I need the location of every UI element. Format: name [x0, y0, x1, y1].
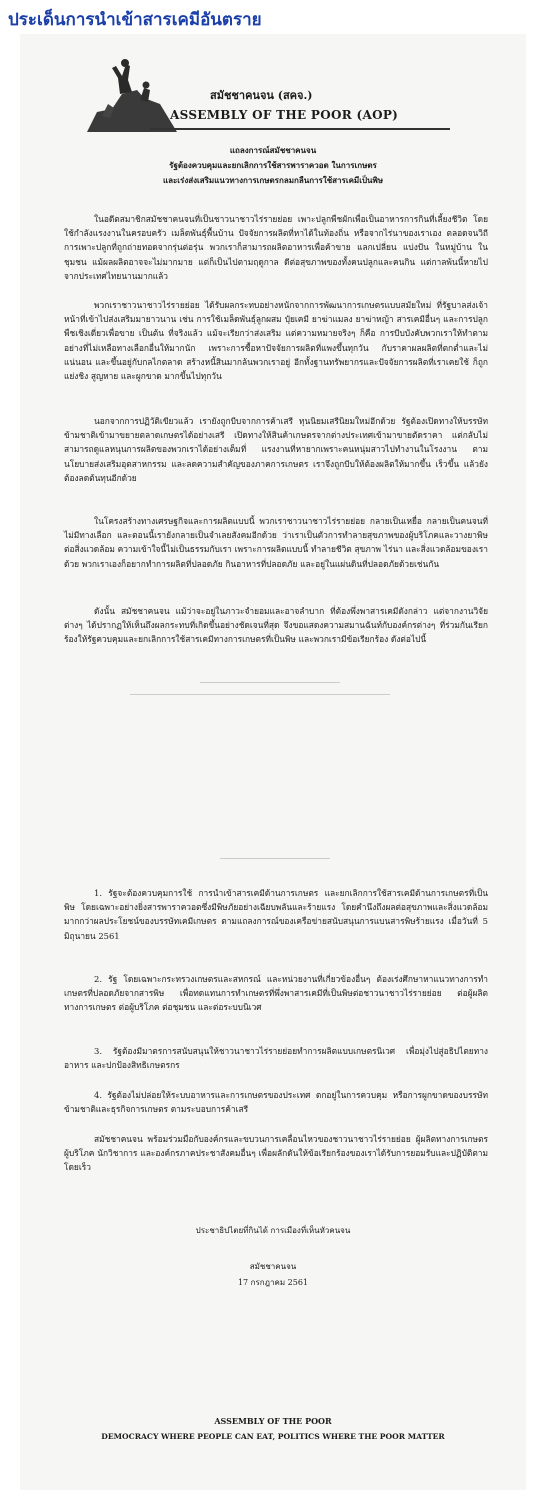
document-page-1 — [20, 34, 526, 754]
statement-paragraph-4: ในโครงสร้างทางเศรษฐกิจและการผลิตแบบนี้ พวกเราชาวนาชาวไร่รายย่อย กลายเป็นเหยื่อ กลายเป็นคนจนที่ไม่มีทางเลือก และตอนนี้เรายังกลายเป็นจำเลยสังคมอีกด้วย ว่าเราเป็นตัวการทำลายสุขภาพของผู้บริโภคและวางยาพิษต่อสิ่งแวดล้อม ความเข้าใจนี้ไม่เป็นธรรมกับเรา เพราะการผลิตแบบนี้ ทำลายชีวิต สุขภาพ ไร่นา และสิ่งแวดล้อมของเราด้วย พวกเราเองก็อยากทำการผลิตที่ปลอดภัย กินอาหารที่ปลอดภัย และอยู่ในแผ่นดินที่ปลอดภัยด้วยเช่นกัน — [64, 516, 488, 569]
org-name-thai: สมัชชาคนจน (สคจ.) — [210, 89, 313, 102]
closing-paragraph: สมัชชาคนจน พร้อมร่วมมือกับองค์กรและขบวนการเคลื่อนไหวของชาวนาชาวไร่รายย่อย ผู้ผลิตทางการเกษตร ผู้บริโภค นักวิชาการ และองค์กรภาคประชาสังคมอื่นๆ เพื่อผลักดันให้ข้อเรียกร้องของเราได้รับการยอมรับและปฏิบัติตามโดยเร็ว — [64, 1134, 488, 1173]
signer-name: สมัชชาคนจน — [249, 1262, 297, 1271]
footer-org-name: ASSEMBLY OF THE POOR — [214, 1416, 332, 1426]
demand-2: 2. รัฐ โดยเฉพาะกระทรวงเกษตรและสหกรณ์ และหน่วยงานที่เกี่ยวข้องอื่นๆ ต้องเร่งศึกษาหาแนวทางการทำเกษตรที่ปลอดภัยจากสารพิษ เพื่อทดแทนการทำเกษตรที่พึ่งพาสารเคมีที่เป็นพิษต่อชาวนาชาวไร่รายย่อย ต่อผู้ผลิตทางการเกษตร ต่อผู้บริโภค ต่อชุมชน และต่อระบบนิเวศ — [64, 974, 488, 1013]
demand-3: 3. รัฐต้องมีมาตรการสนับสนุนให้ชาวนาชาวไร่รายย่อยทำการผลิตแบบเกษตรนิเวศ เพื่อมุ่งไปสู่อธิปไตยทางอาหาร และปกป้องสิทธิเกษตรกร — [64, 1046, 488, 1071]
statement-subtitle-1: รัฐต้องควบคุมและยกเลิกการใช้สารพาราควอต ในการเกษตร — [169, 160, 377, 170]
statement-date: 17 กรกฎาคม 2561 — [237, 1278, 309, 1287]
footer-slogan: DEMOCRACY WHERE PEOPLE CAN EAT, POLITICS WHERE THE POOR MATTER — [101, 1432, 445, 1441]
bleed-through-line — [200, 682, 340, 683]
org-name-english: ASSEMBLY OF THE POOR (AOP) — [170, 108, 399, 122]
statement-paragraph-1: ในอดีตสมาชิกสมัชชาคนจนที่เป็นชาวนาชาวไร่รายย่อย เพาะปลูกพืชผักเพื่อเป็นอาหารการกินที่เลี้ยงชีวิต โดยใช้กำลังแรงงานในครอบครัว เมล็ดพันธุ์พื้นบ้าน ปัจจัยการผลิตที่หาได้ในท้องถิ่น หรือจากไร่นาของเราเอง ตลอดจนวิถีการเพาะปลูกที่ถูกถ่ายทอดจากรุ่นต่อรุ่น พวกเราก็สามารถผลิตอาหารเพื่อค้าขาย แลกเปลี่ยน แบ่งปัน ในหมู่บ้าน ในชุมชน แม้ผลผลิตอาจจะไม่มากมาย แต่ก็เป็นไปตามฤดูกาล ดีต่อสุขภาพของทั้งคนปลูกและคนกิน แต่กาลพ้นนี้หายไปจากประเทศไทยนานมากแล้ว — [64, 214, 488, 281]
demand-1: 1. รัฐจะต้องควบคุมการใช้ การนำเข้าสารเคมีด้านการเกษตร และยกเลิกการใช้สารเคมีด้านการเกษตรที่เป็นพิษ โดยเฉพาะอย่างยิ่งสารพาราควอตซึ่งมีพิษภัยอย่างเฉียบพลันและร้ายแรง โดยคำนึงถึงผลต่อสุขภาพและสิ่งแวดล้อมมากกว่าผลประโยชน์ของบรรษัทเคมีเกษตร ตามแถลงการณ์ของเครือข่ายสนับสนุนการแบนสารพิษร้ายแรง เมื่อวันที่ 5 มิถุนายน 2561 — [64, 888, 488, 941]
demand-4: 4. รัฐต้องไม่ปล่อยให้ระบบอาหารและการเกษตรของประเทศ ตกอยู่ในการควบคุม หรือการผูกขาดของบรรษัทข้ามชาติและธุรกิจการเกษตร ตามระบอบการค้าเสรี — [64, 1090, 488, 1115]
letterhead-divider — [150, 128, 450, 130]
statement-heading: แถลงการณ์สมัชชาคนจน — [229, 145, 317, 155]
document-page-2 — [20, 804, 526, 1490]
statement-paragraph-3: นอกจากการปฏิวัติเขียวแล้ว เรายังถูกบีบจากการค้าเสรี ทุนนิยมเสรีนิยมใหม่อีกด้วย รัฐต้องเปิดทางให้บรรษัทข้ามชาติเข้ามาขยายตลาดเกษตรได้อย่างเสรี เปิดทางให้สินค้าเกษตรจากต่างประเทศเข้ามาขายตัดราคา แต่กลับไม่สามารถดูแลหนุนการผลิตของพวกเราได้อย่างเต็มที่ แรงงานที่หายากเพราะคนหนุ่มสาวไปทำงานในโรงงาน ตามนโยบายส่งเสริมอุตสาหกรรม และลดความสำคัญของภาคการเกษตร เราจึงถูกบีบให้ต้องผลิตให้มากขึ้น เร็วขึ้น แล้วยังต้องลดต้นทุนอีกด้วย — [64, 416, 488, 483]
protest-statue-logo — [82, 54, 182, 134]
closing-slogan: ประชาธิปไตยที่กินได้ การเมืองที่เห็นหัวคนจน — [195, 1226, 351, 1235]
page-title: ประเด็นการนำเข้าสารเคมีอันตราย — [8, 10, 262, 30]
statement-paragraph-2: พวกเราชาวนาชาวไร่รายย่อย ได้รับผลกระทบอย่างหนักจากการพัฒนาการเกษตรแบบสมัยใหม่ ที่รัฐบาลส่งเจ้าหน้าที่เข้าไปส่งเสริมมายาวนาน เช่น การใช้เมล็ดพันธุ์ลูกผสม ปุ๋ยเคมี ยาฆ่าแมลง ยาฆ่าหญ้า สารเคมีอื่นๆ และการปลูกพืชเชิงเดี่ยวเพื่อขาย เป็นต้น ที่จริงแล้ว แม้จะเรียกว่าส่งเสริม แต่ความหมายจริงๆ ก็คือ การบีบบังคับพวกเราให้ทำตาม อย่างที่ไม่เหลือทางเลือกอื่นให้มากนัก เพราะการซื้อหาปัจจัยการผลิตที่แพงขึ้นทุกวัน กับราคาผลผลิตที่ตกต่ำและไม่แน่นอน และขึ้นอยู่กับกลไกตลาด สร้างหนี้สินมากล้นพวกเราอยู่ อีกทั้งฐานทรัพยากรและปัจจัยการผลิตที่เราเคยใช้ ก็ถูกแย่งชิง สูญหาย และผูกขาด มากขึ้นไปทุกวัน — [64, 300, 488, 382]
bleed-through-line — [220, 858, 330, 859]
statement-subtitle-2: และเร่งส่งเสริมแนวทางการเกษตรกลมกลืนการใช้สารเคมีเป็นพิษ — [162, 175, 384, 185]
scanned-document — [20, 34, 526, 1490]
bleed-through-line — [130, 694, 390, 695]
statement-paragraph-5: ดังนั้น สมัชชาคนจน แม้ว่าจะอยู่ในภาวะจำยอมและอาจลำบาก ที่ต้องพึ่งพาสารเคมีดังกล่าว แต่จากงานวิจัยต่างๆ ได้ปรากฏให้เห็นถึงผลกระทบที่เกิดขึ้นอย่างชัดเจนที่สุด จึงขอแสดงความสมานฉันท์กับองค์กรต่างๆ ที่ร่วมกันเรียกร้องให้รัฐควบคุมและยกเลิกการใช้สารเคมีทางการเกษตรที่เป็นพิษ และพวกเรามีข้อเรียกร้อง ดังต่อไปนี้ — [64, 606, 488, 645]
